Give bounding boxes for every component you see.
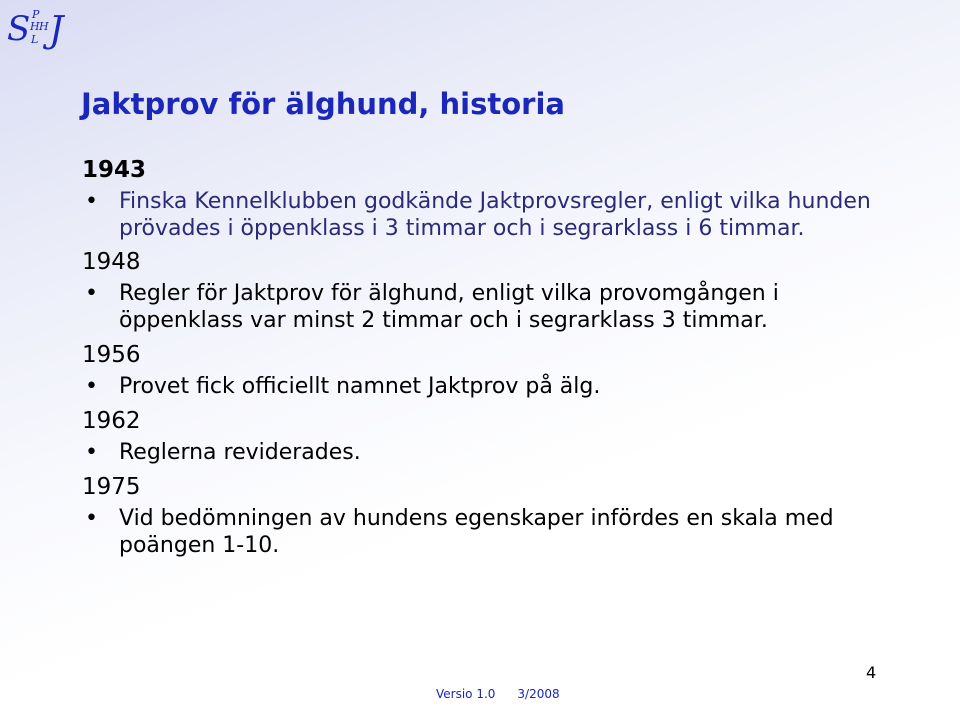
- history-entry: [82, 246, 882, 334]
- bullet-text: Reglerna reviderades.: [119, 440, 361, 465]
- slide-title: Jaktprov för älghund, historia: [81, 87, 565, 121]
- bullet-item: [82, 373, 882, 400]
- bullet-item: [82, 188, 882, 242]
- bullet-text: Regler för Jaktprov för älghund, enligt vilka provomgången i öppenklass var minst 2 timmar och i segrarklass 3 timmar.: [119, 281, 779, 333]
- logo-letter-h2: H: [39, 20, 49, 33]
- logo-letter-h1: H: [30, 20, 40, 33]
- logo-letter-l: L: [31, 33, 39, 46]
- page-number: 4: [866, 663, 877, 682]
- bullet-dot-icon: •: [85, 189, 98, 214]
- history-entry: [82, 339, 882, 400]
- bullet-text: Provet fick officiellt namnet Jaktprov på älg.: [119, 374, 601, 399]
- bullet-dot-icon: •: [85, 281, 98, 306]
- history-list: [82, 154, 882, 559]
- history-entry: [82, 471, 882, 559]
- year-heading: 1956: [82, 342, 141, 368]
- bullet-item: [82, 280, 882, 334]
- history-entry: [82, 405, 882, 466]
- bullet-item: [82, 505, 882, 559]
- year-heading: 1962: [82, 408, 141, 434]
- logo-monogram-icon: [6, 4, 78, 50]
- logo-letter-s: S: [7, 9, 31, 49]
- version-label: Versio 1.0: [436, 687, 496, 701]
- bullet-text: Finska Kennelklubben godkände Jaktprovsregler, enligt vilka hunden prövades i öppenklass i 3 timmar och i segrarklass i 6 timmar.: [119, 189, 871, 241]
- bullet-item: [82, 439, 882, 466]
- year-heading: 1943: [82, 157, 147, 183]
- history-entry: [82, 154, 882, 242]
- bullet-text: Vid bedömningen av hundens egenskaper infördes en skala med poängen 1-10.: [119, 506, 834, 558]
- footer-date: 3/2008: [517, 687, 560, 701]
- bullet-dot-icon: •: [85, 506, 98, 531]
- year-heading: 1975: [82, 474, 141, 500]
- bullet-dot-icon: •: [85, 374, 98, 399]
- sphhlj-logo: [6, 4, 78, 50]
- year-heading: 1948: [82, 249, 141, 275]
- slide-footer: [436, 687, 560, 701]
- bullet-dot-icon: •: [85, 440, 98, 465]
- logo-letter-p: P: [32, 8, 40, 21]
- logo-letter-j: J: [49, 10, 64, 50]
